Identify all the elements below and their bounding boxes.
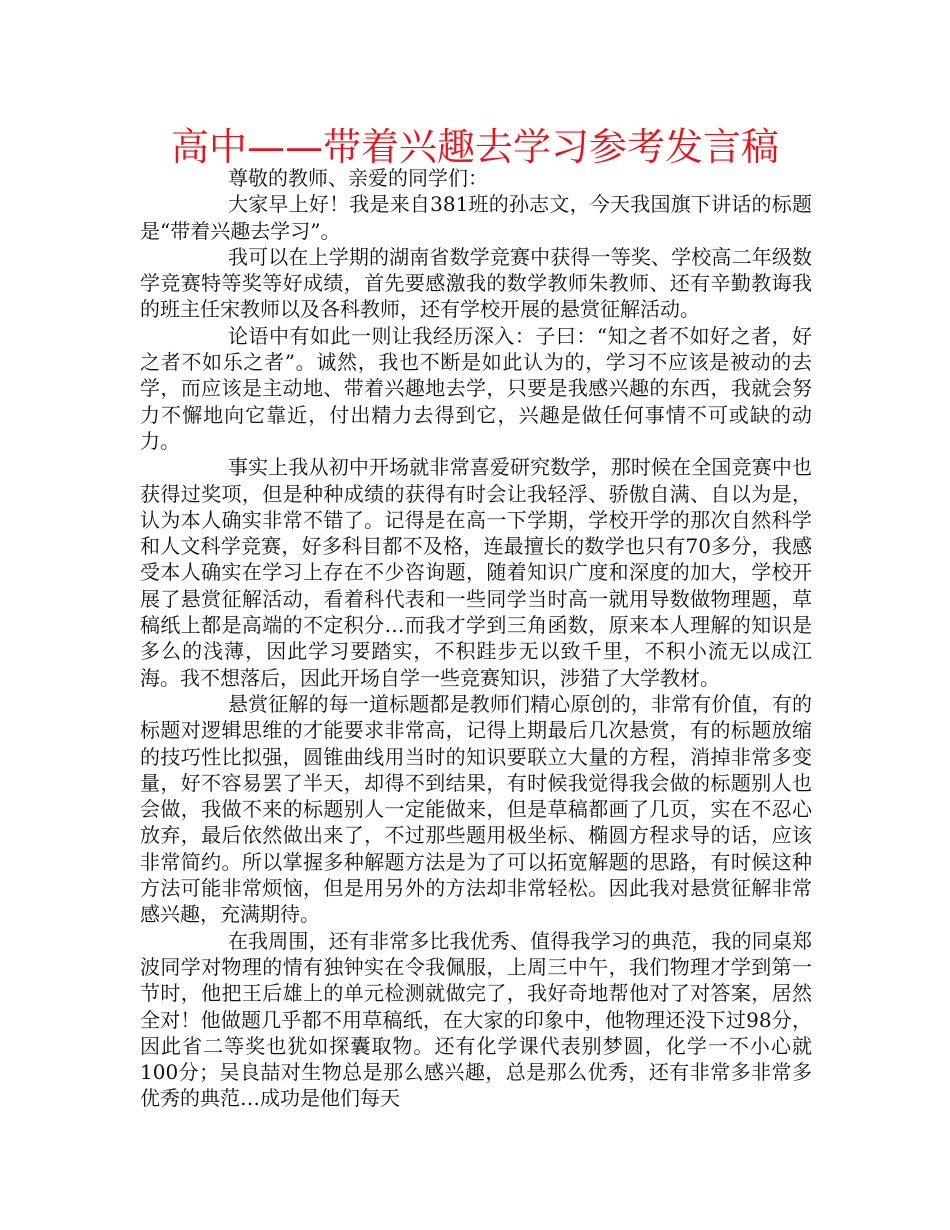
speech-body [140,165,812,1112]
paragraph-analects: 论语中有如此一则让我经历深入：子曰：“知之者不如好之者，好之者不如乐之者”。诚然，我也不断是如此认为的，学习不应该是被动的去学，而应该是主动地、带着兴趣地去学，只要是我感兴趣的东西，我就会努力不懈地向它靠近，付出精力去得到它，兴趣是做任何事情不可或缺的动力。 [140,323,812,453]
paragraph-experience: 事实上我从初中开场就非常喜爱研究数学，那时候在全国竞赛中也获得过奖项，但是种种成绩的获得有时会让我轻浮、骄傲自满、自以为是，认为本人确实非常不错了。记得是在高一下学期，学校开学的那次自然科学和人文科学竞赛，好多科目都不及格，连最擅长的数学也只有70多分，我感受本人确实在学习上存在不少咨询题，随着知识广度和深度的加大，学校开展了悬赏征解活动，看着科代表和一些同学当时高一就用导数做物理题，草稿纸上都是高端的不定积分…而我才学到三角函数，原来本人理解的知识是多么的浅薄，因此学习要踏实，不积跬步无以致千里，不积小流无以成江海。我不想落后，因此开场自学一些竞赛知识，涉猎了大学教材。 [140,455,812,690]
paragraph-greeting: 大家早上好！我是来自381班的孙志文，今天我国旗下讲话的标题是“带着兴趣去学习”。 [140,192,812,243]
paragraph-reward-problems: 悬赏征解的每一道标题都是教师们精心原创的，非常有价值，有的标题对逻辑思维的才能要求非常高，记得上期最后几次悬赏，有的标题放缩的技巧性比拟强，圆锥曲线用当时的知识要联立大量的方程，消掉非常多变量，好不容易罢了半天，却得不到结果，有时候我觉得我会做的标题别人也会做，我做不来的标题别人一定能做来，但是草稿都画了几页，实在不忍心放弃，最后依然做出来了，不过那些题用极坐标、椭圆方程求导的话，应该非常简约。所以掌握多种解题方法是为了可以拓宽解题的思路，有时候这种方法可能非常烦恼，但是用另外的方法却非常轻松。因此我对悬赏征解非常感兴趣，充满期待。 [140,691,812,927]
paragraph-role-models: 在我周围，还有非常多比我优秀、值得我学习的典范，我的同桌郑波同学对物理的情有独钟实在令我佩服，上周三中午，我们物理才学到第一节时，他把王后雄上的单元检测就做完了，我好奇地帮他对了对答案，居然全对！他做题几乎都不用草稿纸，在大家的印象中，他物理还没下过98分，因此省二等奖也犹如探囊取物。还有化学课代表别梦圆，化学一不小心就100分；吴良喆对生物总是那么感兴趣，总是那么优秀，还有非常多非常多优秀的典范…成功是他们每天 [140,928,812,1111]
page-title: 高中——带着兴趣去学习参考发言稿 [170,125,779,169]
paragraph-salutation: 尊敬的教师、亲爱的同学们： [228,166,488,190]
paragraph-thanks: 我可以在上学期的湖南省数学竞赛中获得一等奖、学校高二年级数学竞赛特等奖等好成绩，首先要感激我的数学教师朱教师、还有辛勤教诲我的班主任宋教师以及各科教师，还有学校开展的悬赏征解活动。 [140,244,812,322]
